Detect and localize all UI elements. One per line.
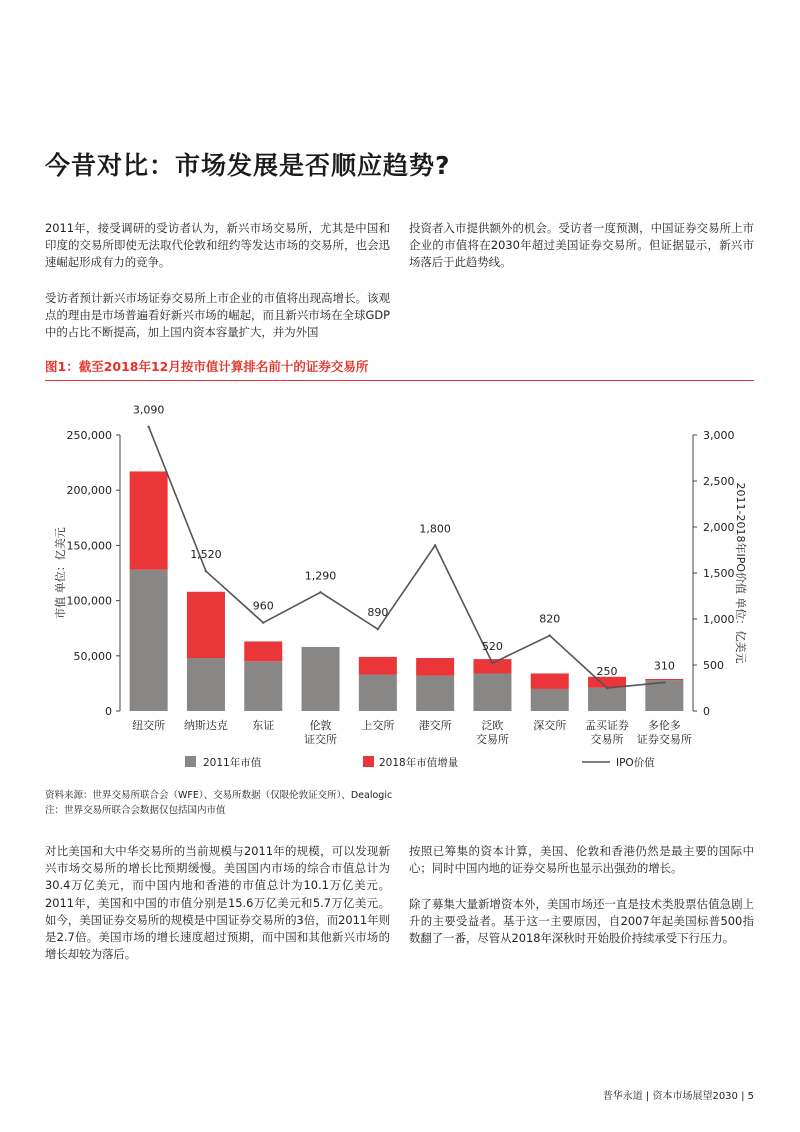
ipo-point-1 [147, 426, 149, 428]
bar-2011-1 [130, 570, 168, 711]
left-axis-tick-label: 250,000 [66, 429, 112, 442]
body-paragraph-2: 按照已筹集的资本计算，美国、伦敦和香港仍然是最主要的国际中心；同时中国内地的证券交易所也显示出强劲的增长。 [409, 844, 754, 876]
category-label-4: 伦敦 [309, 719, 332, 732]
category-label-2: 纳斯达克 [183, 719, 228, 732]
page-footer: 普华永道 | 资本市场展望2030 | 5 [602, 1091, 754, 1102]
bar-2011-5 [359, 675, 397, 711]
ipo-data-label-6: 1,800 [419, 522, 451, 536]
intro-paragraph-1: 2011年，接受调研的受访者认为，新兴市场交易所，尤其是中国和印度的交易所即使无法取代伦敦和纽约等发达市场的交易所，也会迅速崛起形成有力的竞争。 [45, 221, 390, 270]
body-paragraph-3: 除了募集大量新增资本外，美国市场还一直是技术类股票估值急剧上升的主要受益者。基于这一主要原因，自2007年起美国标普500指数翻了一番，尽管从2018年深秋时开始股价持续承受下行压力。 [409, 897, 754, 946]
right-axis-tick-label: 2,000 [703, 521, 735, 534]
category-label-9: 孟买证券 [585, 719, 630, 732]
bar-2011-6 [416, 676, 454, 711]
right-axis-tick-label: 500 [703, 659, 724, 672]
legend-label-2011: 2011年市值 [203, 757, 262, 769]
note-line: 注：世界交易所联合会数据仅包括国内市值 [45, 805, 226, 816]
category-label-10: 证券交易所 [636, 733, 692, 746]
body-paragraph-1: 对比美国和大中华交易所的当前规模与2011年的规模，可以发现新兴市场交易所的增长比预期缓慢。美国国内市场的综合市值总计为30.4万亿美元，而中国内地和香港的市值总计为10.1万亿美元。2011年，美国和中国的市值分别是15.6万亿美元和5.7万亿美元。如今，美国证券交易所的规模是中国证券交易所的3倍，而2011年则是2.7倍。美国市场的增长速度超过预期，而中国和其他新兴市场的增长却较为落后。 [45, 844, 390, 962]
bar-2011-7 [473, 673, 511, 711]
bar-2011-2 [187, 658, 225, 711]
category-label-8: 深交所 [533, 719, 567, 732]
ipo-point-6 [434, 544, 436, 546]
ipo-point-7 [491, 662, 493, 664]
bar-2018-increase-5 [359, 657, 397, 675]
ipo-data-label-3: 960 [252, 599, 274, 613]
ipo-value-line [149, 427, 665, 688]
bar-2018-increase-2 [187, 592, 225, 658]
legend-label-ipo: IPO价值 [616, 757, 655, 769]
ipo-point-5 [377, 628, 379, 630]
ipo-data-label-4: 1,290 [304, 569, 337, 583]
bar-2011-9 [588, 688, 626, 711]
ipo-data-label-8: 820 [539, 612, 561, 626]
bar-2018-increase-8 [531, 673, 569, 688]
ipo-data-label-10: 310 [653, 659, 675, 673]
category-label-6: 港交所 [418, 719, 452, 732]
right-axis-tick-label: 1,000 [703, 613, 735, 626]
ipo-point-3 [262, 621, 264, 623]
bar-2011-4 [302, 647, 340, 711]
legend-label-2018: 2018年市值增量 [379, 757, 459, 769]
bar-2018-increase-10 [645, 679, 683, 680]
ipo-point-2 [205, 570, 207, 572]
figure-title: 图1：截至2018年12月按市值计算排名前十的证券交易所 [45, 359, 369, 374]
left-axis-tick-label: 50,000 [73, 649, 112, 663]
bar-2018-increase-7 [473, 659, 511, 673]
right-axis-tick-label: 1,500 [703, 567, 735, 580]
bar-2018-increase-6 [416, 658, 454, 676]
category-label-10: 多伦多 [647, 719, 681, 732]
category-label-5: 上交所 [361, 719, 395, 732]
chart-source-notes [45, 788, 392, 818]
intro-paragraph-3: 投资者入市提供额外的机会。受访者一度预测，中国证券交易所上市企业的市值将在2030年超过美国证券交易所。但证据显示，新兴市场落后于此趋势线。 [409, 221, 754, 270]
ipo-data-label-5: 890 [367, 606, 389, 620]
bar-2011-10 [645, 680, 683, 711]
left-axis-tick-label: 200,000 [66, 484, 112, 498]
category-label-1: 纽交所 [132, 719, 166, 732]
left-axis-title: 市值 单位：亿美元 [54, 527, 67, 619]
category-label-7: 泛欧 [481, 719, 504, 732]
category-label-4: 证交所 [304, 733, 338, 746]
market-cap-chart [40, 395, 760, 785]
source-line: 资料来源：世界交易所联合会（WFE）、交易所数据（仅限伦敦证交所）、Dealogic [45, 790, 393, 801]
category-label-7: 交易所 [475, 733, 509, 746]
category-label-9: 交易所 [590, 733, 624, 746]
ipo-point-9 [606, 687, 608, 689]
ipo-data-label-1: 3,090 [132, 403, 165, 417]
legend-swatch-2018 [363, 756, 374, 767]
bar-2018-increase-1 [130, 471, 168, 569]
ipo-data-label-9: 250 [596, 665, 618, 678]
bar-2011-3 [244, 661, 282, 711]
figure-title-rule [45, 380, 754, 381]
bar-2011-8 [531, 689, 569, 711]
legend-swatch-2011 [185, 756, 196, 767]
ipo-data-label-2: 1,520 [190, 548, 222, 562]
ipo-data-label-7: 520 [481, 640, 503, 654]
category-label-3: 东证 [252, 719, 275, 732]
page-title: 今昔对比：市场发展是否顺应趋势? [45, 151, 451, 180]
ipo-point-8 [549, 634, 551, 636]
right-axis-title: 2011-2018年IPO价值 单位：亿美元 [734, 482, 747, 664]
right-axis-tick-label: 2,500 [703, 475, 735, 488]
left-axis-tick-label: 100,000 [66, 594, 112, 608]
left-axis-tick-label: 150,000 [66, 539, 112, 553]
bar-2018-increase-3 [244, 641, 282, 661]
right-axis-tick-label: 0 [703, 705, 710, 718]
intro-paragraph-2: 受访者预计新兴市场证券交易所上市企业的市值将出现高增长。该观点的理由是市场普遍看好新兴市场的崛起，而且新兴市场在全球GDP中的占比不断提高，加上国内资本容量扩大，并为外国 [45, 291, 390, 340]
left-axis-tick-label: 0 [105, 705, 112, 718]
right-axis-tick-label: 3,000 [703, 429, 735, 442]
ipo-point-10 [663, 681, 665, 683]
ipo-point-4 [319, 591, 321, 593]
